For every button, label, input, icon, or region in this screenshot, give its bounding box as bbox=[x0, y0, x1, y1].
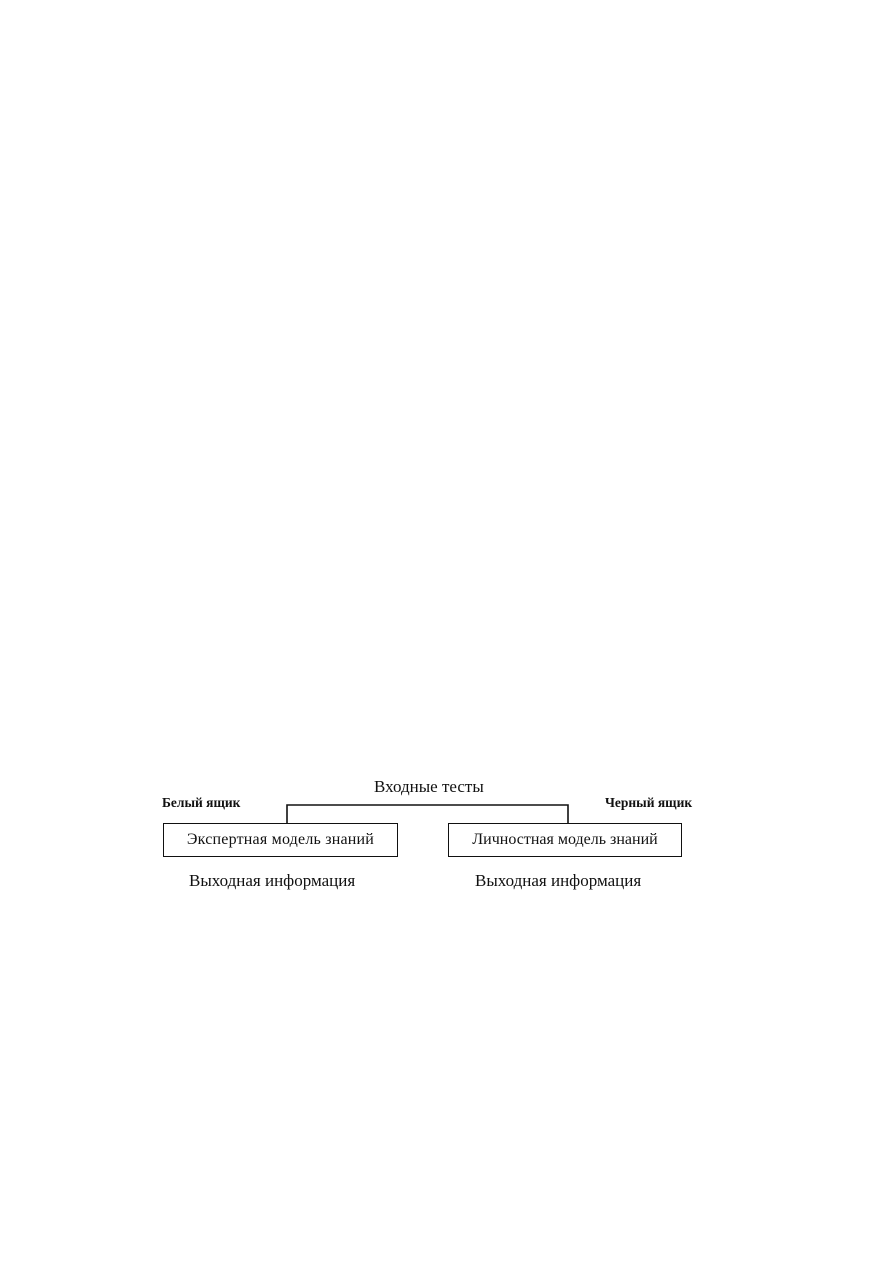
connector-line bbox=[287, 805, 568, 823]
black-box-label: Черный ящик bbox=[605, 795, 693, 810]
black-box-output-label: Выходная информация bbox=[475, 871, 642, 890]
white-box-label: Белый ящик bbox=[162, 795, 241, 810]
personal-model-label: Личностная модель знаний bbox=[472, 831, 658, 848]
personal-model-box bbox=[448, 823, 682, 857]
input-tests-label: Входные тесты bbox=[374, 777, 484, 796]
expert-model-label: Экспертная модель знаний bbox=[186, 831, 375, 848]
white-box-output-label: Выходная информация bbox=[189, 871, 356, 890]
expert-model-box bbox=[163, 823, 398, 857]
